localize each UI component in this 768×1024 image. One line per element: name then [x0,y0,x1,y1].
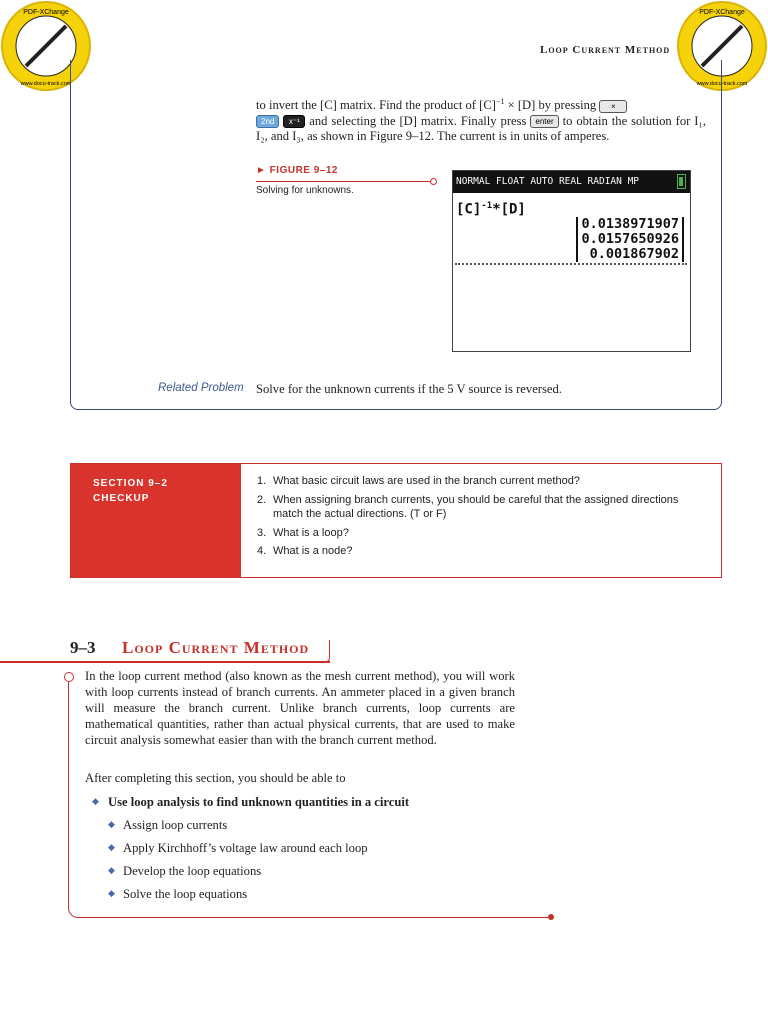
calculator-screen [452,170,691,352]
objectives-lead: After completing this section, you should be able to [85,771,346,785]
svg-text:PDF-XChange: PDF-XChange [23,9,69,16]
bullet-icon: ◆ [108,865,115,875]
svg-text:www.docu-track.com: www.docu-track.com [20,81,72,87]
bullet-icon: ◆ [108,819,115,829]
figure-label: ► FIGURE 9–12 [256,165,338,176]
section-number: 9–3 [70,638,96,657]
section-title-hook [322,640,330,662]
section-intro: In the loop current method (also known as the mesh current method), you will work with loop currents instead of branch currents. An ammeter placed in a given branch will measure the branch current. Unlike branch currents, loop currents are mathematical quantities, rather than actual physical currents, that are used to make circuit analysis somewhat easier than with the branch current method. [85,669,515,747]
section-title: Loop Current Method [122,638,310,657]
inverse-key-icon: x⁻¹ [283,115,305,128]
result-row: 0.0157650926 [581,231,679,247]
objective-sub: ◆ Assign loop currents [108,818,228,832]
objective-sub: ◆ Apply Kirchhoff’s voltage law around each loop [108,841,368,855]
result-row: 0.001867902 [589,246,679,262]
objective-sub: ◆ Solve the loop equations [108,887,248,901]
objective-sub: ◆ Develop the loop equations [108,864,262,878]
figure-leader-line [256,181,432,182]
checkup-question: 2. When assigning branch currents, you should be careful that the assigned directions match the actual directions. (T or F) [257,493,679,520]
running-head: Loop Current Method [540,44,671,56]
related-problem-label: Related Problem [158,382,244,394]
svg-text:www.docu-track.com: www.docu-track.com [696,81,748,87]
checkup-question: 1. What basic circuit laws are used in the branch current method? [257,475,580,487]
enter-key-icon: enter [530,115,558,128]
multiply-key-icon: × [599,100,627,113]
section-checkup-box [70,463,722,578]
second-key-icon: 2nd [256,115,279,128]
checkup-heading: SECTION 9–2 CHECKUP [71,464,241,577]
battery-icon [677,174,686,189]
checkup-questions [257,474,707,563]
result-row: 0.0138971907 [581,216,679,232]
figure-caption: Solving for unknowns. [256,185,354,196]
bullet-icon: ◆ [92,796,99,806]
calculator-result-matrix [576,217,684,262]
section-start-dot [64,672,74,682]
bullet-icon: ◆ [108,842,115,852]
svg-text:PDF-XChange: PDF-XChange [699,9,745,16]
calculator-expression: $[C]^{-1}*[D]$ [456,201,526,218]
figure-leader-dot [430,178,437,185]
objective-main: ◆ Use loop analysis to find unknown quantities in a circuit [92,795,410,809]
checkup-question: 4. What is a node? [257,545,353,557]
calculator-divider [455,263,687,265]
example-body-text: to invert the [C] matrix. Find the product of $[C]^{-1} \times [D]$ by pressing × 2nd x⁻¹ and selecting the [D] matrix. Finally press enter to obtain the solution for I₁, I₂, and I₃, as shown in Figure 9–12. The current is in units of amperes. [256,97,707,144]
related-problem-text: Solve for the unknown currents if the 5 V source is reversed. [256,382,562,396]
bullet-icon: ◆ [108,888,115,898]
objectives-list [92,795,409,910]
section-end-dot [548,914,554,920]
calculator-status-bar: NORMAL FLOAT AUTO REAL RADIAN MP [453,171,690,193]
checkup-question: 3. What is a loop? [257,526,349,539]
section-rule [0,661,330,663]
